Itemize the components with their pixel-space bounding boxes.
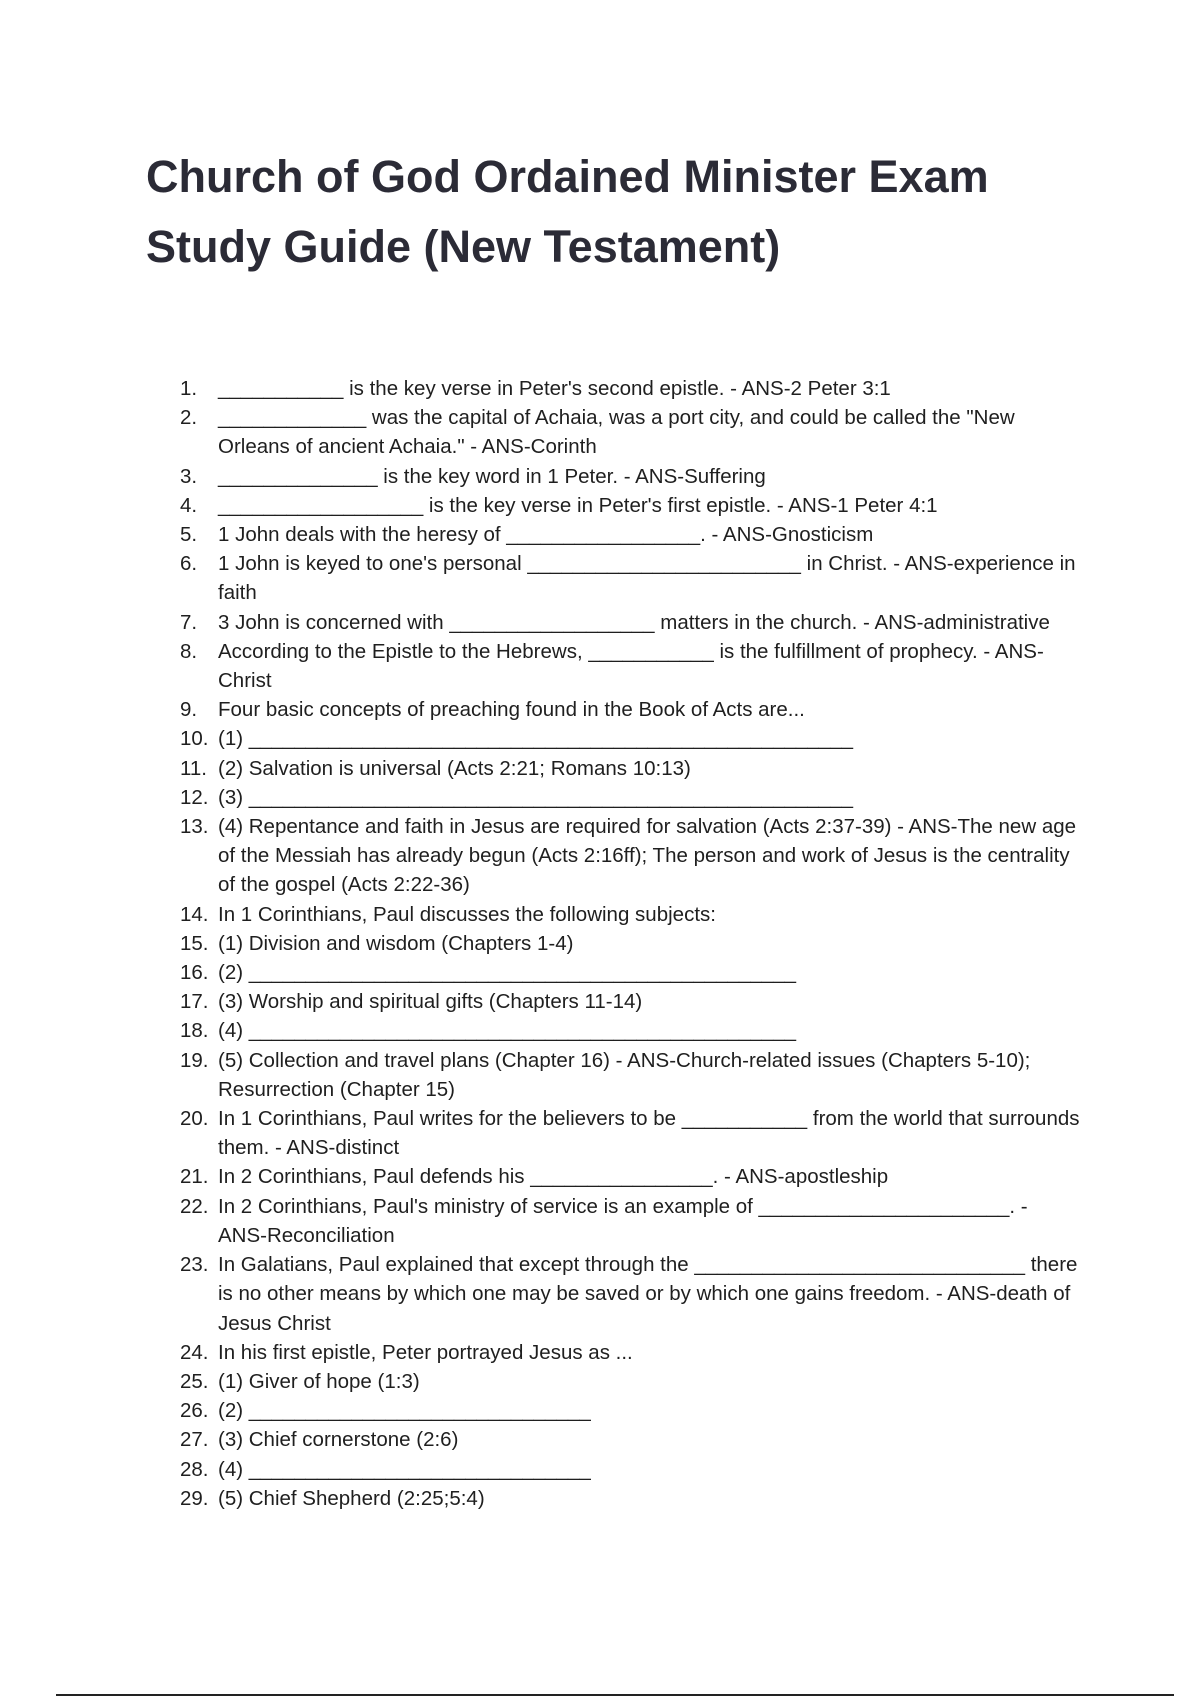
question-list (180, 374, 1080, 1513)
question-item (180, 724, 1080, 753)
question-number: 11. (180, 756, 207, 780)
question-item (180, 958, 1080, 987)
question-text: (3) _____________________________________________________ (218, 785, 854, 809)
question-text: (4) Repentance and faith in Jesus are required for salvation (Acts 2:37-39) - ANS-The new age of the Messiah has already begun (Acts 2:16ff); The person and work of Jesus is the centrality of the gospel (Acts 2:22-36) (218, 815, 1077, 897)
question-number: 13. (180, 815, 209, 839)
question-item (180, 783, 1080, 812)
question-text: 3 John is concerned with __________________ matters in the church. - ANS-administrative (218, 610, 1050, 634)
question-number: 23. (180, 1253, 209, 1277)
question-item (180, 608, 1080, 637)
question-item (180, 1016, 1080, 1045)
question-item (180, 1484, 1080, 1513)
question-item (180, 900, 1080, 929)
question-text: _____________ was the capital of Achaia, was a port city, and could be called the "New Orleans of ancient Achaia." - ANS-Corinth (218, 406, 1015, 459)
question-number: 5. (180, 523, 198, 547)
question-number: 25. (180, 1369, 209, 1393)
question-number: 7. (180, 610, 198, 634)
question-number: 14. (180, 902, 209, 926)
question-item (180, 637, 1080, 695)
question-text: (1) Giver of hope (1:3) (218, 1369, 420, 1393)
question-text: (3) Chief cornerstone (2:6) (218, 1428, 459, 1452)
question-item (180, 695, 1080, 724)
question-number: 15. (180, 931, 209, 955)
question-item (180, 1425, 1080, 1454)
question-item (180, 1367, 1080, 1396)
question-item (180, 754, 1080, 783)
question-text: (1) Division and wisdom (Chapters 1-4) (218, 931, 574, 955)
question-text: In 2 Corinthians, Paul defends his ________________. - ANS-apostleship (218, 1165, 889, 1189)
question-text: In 2 Corinthians, Paul's ministry of service is an example of ______________________. - ANS-Reconciliation (218, 1194, 1028, 1247)
question-item (180, 462, 1080, 491)
question-item (180, 1046, 1080, 1104)
question-item (180, 1396, 1080, 1425)
question-number: 17. (180, 990, 209, 1014)
question-number: 8. (180, 639, 198, 663)
question-number: 19. (180, 1048, 209, 1072)
question-text: (1) _____________________________________________________ (218, 727, 854, 751)
question-text: In 1 Corinthians, Paul discusses the following subjects: (218, 902, 716, 926)
question-item (180, 1192, 1080, 1250)
question-number: 18. (180, 1019, 209, 1043)
question-text: (2) Salvation is universal (Acts 2:21; Romans 10:13) (218, 756, 691, 780)
question-text: ______________ is the key word in 1 Peter. - ANS-Suffering (218, 464, 766, 488)
question-text: (2) ______________________________ (218, 1399, 591, 1423)
question-number: 21. (180, 1165, 209, 1189)
question-text: __________________ is the key verse in Peter's first epistle. - ANS-1 Peter 4:1 (218, 493, 938, 517)
question-text: (4) ________________________________________________ (218, 1019, 797, 1043)
question-text: ___________ is the key verse in Peter's second epistle. - ANS-2 Peter 3:1 (218, 377, 891, 400)
question-number: 1. (180, 377, 198, 400)
question-number: 16. (180, 961, 209, 985)
question-number: 2. (180, 406, 198, 430)
question-text: In Galatians, Paul explained that except through the _____________________________ there is no other means by which one may be saved or by which one gains freedom. - ANS-death of Jesus Christ (218, 1253, 1078, 1335)
question-item (180, 1455, 1080, 1484)
question-text: 1 John is keyed to one's personal ________________________ in Christ. - ANS-experience in faith (218, 552, 1076, 605)
question-number: 26. (180, 1399, 209, 1423)
question-number: 28. (180, 1457, 209, 1481)
question-item (180, 520, 1080, 549)
question-number: 22. (180, 1194, 209, 1218)
question-text: (5) Chief Shepherd (2:25;5:4) (218, 1486, 485, 1510)
question-number: 29. (180, 1486, 209, 1510)
question-text: In his first epistle, Peter portrayed Jesus as ... (218, 1340, 633, 1364)
question-item (180, 812, 1080, 900)
question-number: 24. (180, 1340, 209, 1364)
question-text: In 1 Corinthians, Paul writes for the believers to be ___________ from the world that surrounds them. - ANS-distinct (218, 1107, 1080, 1160)
question-number: 4. (180, 493, 198, 517)
question-item (180, 549, 1080, 607)
question-item (180, 987, 1080, 1016)
question-item (180, 403, 1080, 461)
question-item (180, 1338, 1080, 1367)
question-item (180, 1104, 1080, 1162)
question-number: 20. (180, 1107, 209, 1131)
question-number: 9. (180, 698, 198, 722)
question-number: 12. (180, 785, 209, 809)
question-number: 3. (180, 464, 198, 488)
question-text: (5) Collection and travel plans (Chapter 16) - ANS-Church-related issues (Chapters 5-10); Resurrection (Chapter 15) (218, 1048, 1031, 1101)
question-number: 6. (180, 552, 198, 576)
question-text: (4) ______________________________ (218, 1457, 591, 1481)
footer-rule (56, 1694, 1174, 1696)
question-text: Four basic concepts of preaching found in the Book of Acts are... (218, 698, 805, 722)
title-line-1: Church of God Ordained Minister Exam (146, 151, 989, 202)
question-text: 1 John deals with the heresy of _________________. - ANS-Gnosticism (218, 523, 874, 547)
question-item (180, 491, 1080, 520)
question-item (180, 929, 1080, 958)
question-item (180, 374, 1080, 403)
question-item (180, 1162, 1080, 1191)
question-text: (3) Worship and spiritual gifts (Chapters 11-14) (218, 990, 643, 1014)
title-line-2: Study Guide (New Testament) (146, 221, 781, 272)
question-item (180, 1250, 1080, 1338)
question-text: According to the Epistle to the Hebrews, ___________ is the fulfillment of prophecy. - ANS-Christ (218, 639, 1044, 693)
page-title (146, 142, 1106, 282)
question-number: 10. (180, 727, 209, 751)
question-number: 27. (180, 1428, 209, 1452)
question-text: (2) ________________________________________________ (218, 961, 797, 985)
